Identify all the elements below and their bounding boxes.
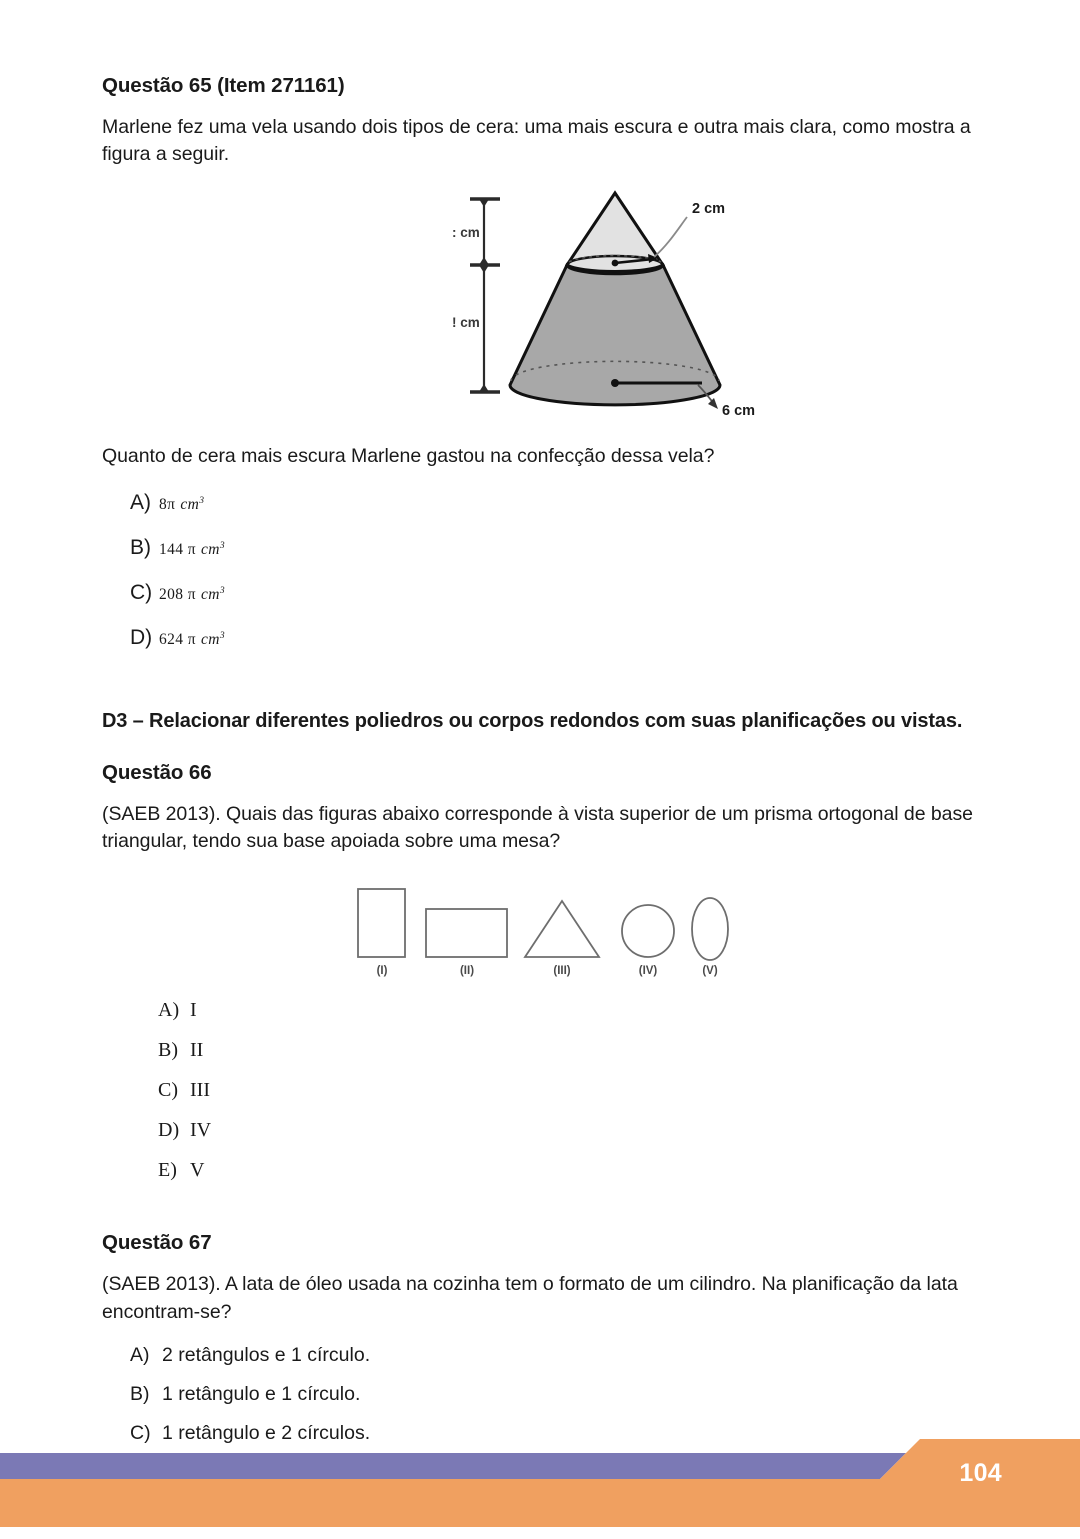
- shape-triangle: [525, 901, 599, 957]
- shape-vertical-ellipse: [692, 898, 728, 960]
- shape-caption: (I): [376, 965, 388, 978]
- option-letter: C): [130, 580, 153, 604]
- option-row[interactable]: [130, 491, 982, 515]
- option-letter: D): [158, 1119, 180, 1142]
- option-value: II: [190, 1039, 204, 1062]
- option-row[interactable]: [130, 1383, 982, 1406]
- option-row[interactable]: [130, 1344, 982, 1367]
- option-value: 144 π $cm^3$: [159, 540, 225, 558]
- option-row[interactable]: [158, 1079, 982, 1102]
- footer-purple-bar: [0, 1453, 906, 1479]
- question-67-statement: (SAEB 2013). A lata de óleo usada na cozinha tem o formato de um cilindro. Na planificação da lata encontram-se?: [102, 1272, 958, 1323]
- option-value: III: [190, 1079, 210, 1102]
- cone-figure: [102, 187, 982, 419]
- shape-circle: [622, 905, 674, 957]
- option-value: 8π $cm^3$: [159, 495, 205, 513]
- shape-caption: (IV): [638, 965, 658, 978]
- question-66-options: [158, 999, 982, 1182]
- question-66-heading: Questão 66: [102, 761, 212, 785]
- shape-horizontal-rectangle: [426, 909, 507, 957]
- option-value: 208 π $cm^3$: [159, 585, 225, 603]
- option-letter: C): [130, 1422, 151, 1445]
- question-65-options: [130, 491, 982, 650]
- option-letter: E): [158, 1159, 177, 1182]
- option-letter: A): [130, 1344, 150, 1367]
- footer-orange-band: [0, 1439, 1080, 1527]
- option-value: I: [190, 999, 197, 1022]
- option-value: 624 π $cm^3$: [159, 630, 225, 648]
- question-65-heading: Questão 65 (Item 271161): [102, 74, 345, 97]
- shapes-figure: [102, 876, 982, 981]
- option-row[interactable]: [130, 536, 982, 560]
- question-66-statement: (SAEB 2013). Quais das figuras abaixo corresponde à vista superior de um prisma ortogonal de base triangular, tendo sua base apoiada sobre uma mesa?: [102, 802, 973, 853]
- option-value: 2 retângulos e 1 círculo.: [162, 1344, 371, 1367]
- descriptor-d3: D3 – Relacionar diferentes poliedros ou corpos redondos com suas planificações ou vistas.: [102, 709, 963, 732]
- option-value: 1 retângulo e 1 círculo.: [162, 1383, 361, 1406]
- cone-upper-height-label: : cm: [452, 225, 480, 241]
- question-65-prompt: Quanto de cera mais escura Marlene gastou na confecção dessa vela?: [102, 445, 715, 468]
- cone-lower-height-label: ! cm: [452, 315, 480, 331]
- option-value: V: [190, 1159, 205, 1182]
- page-footer: [0, 1417, 1080, 1527]
- option-letter: D): [130, 625, 153, 649]
- question-67-heading: Questão 67: [102, 1231, 212, 1255]
- shape-caption: (V): [702, 965, 718, 978]
- option-value: IV: [190, 1119, 212, 1142]
- shape-caption: (III): [553, 965, 571, 978]
- option-letter: B): [158, 1039, 178, 1062]
- option-letter: A): [158, 999, 180, 1022]
- option-letter: B): [130, 1383, 150, 1406]
- option-letter: C): [158, 1079, 178, 1102]
- option-letter: B): [130, 535, 151, 559]
- option-row[interactable]: [130, 581, 982, 605]
- option-row[interactable]: [130, 626, 982, 650]
- shape-caption: (II): [459, 965, 475, 978]
- question-65-statement: Marlene fez uma vela usando dois tipos de cera: uma mais escura e outra mais clara, como mostra a figura a seguir.: [102, 115, 971, 166]
- option-value: 1 retângulo e 2 círculos.: [162, 1422, 371, 1445]
- option-row[interactable]: [158, 1159, 982, 1182]
- page-content: [102, 72, 982, 1539]
- option-row[interactable]: [158, 1039, 982, 1062]
- cone-top-radius-label: 2 cm: [692, 201, 726, 218]
- shape-vertical-rectangle: [358, 889, 405, 957]
- cone-bottom-radius-label: 6 cm: [722, 403, 756, 420]
- option-letter: A): [130, 490, 151, 514]
- option-row[interactable]: [158, 999, 982, 1022]
- option-row[interactable]: [158, 1119, 982, 1142]
- page-number: 104: [959, 1459, 1002, 1487]
